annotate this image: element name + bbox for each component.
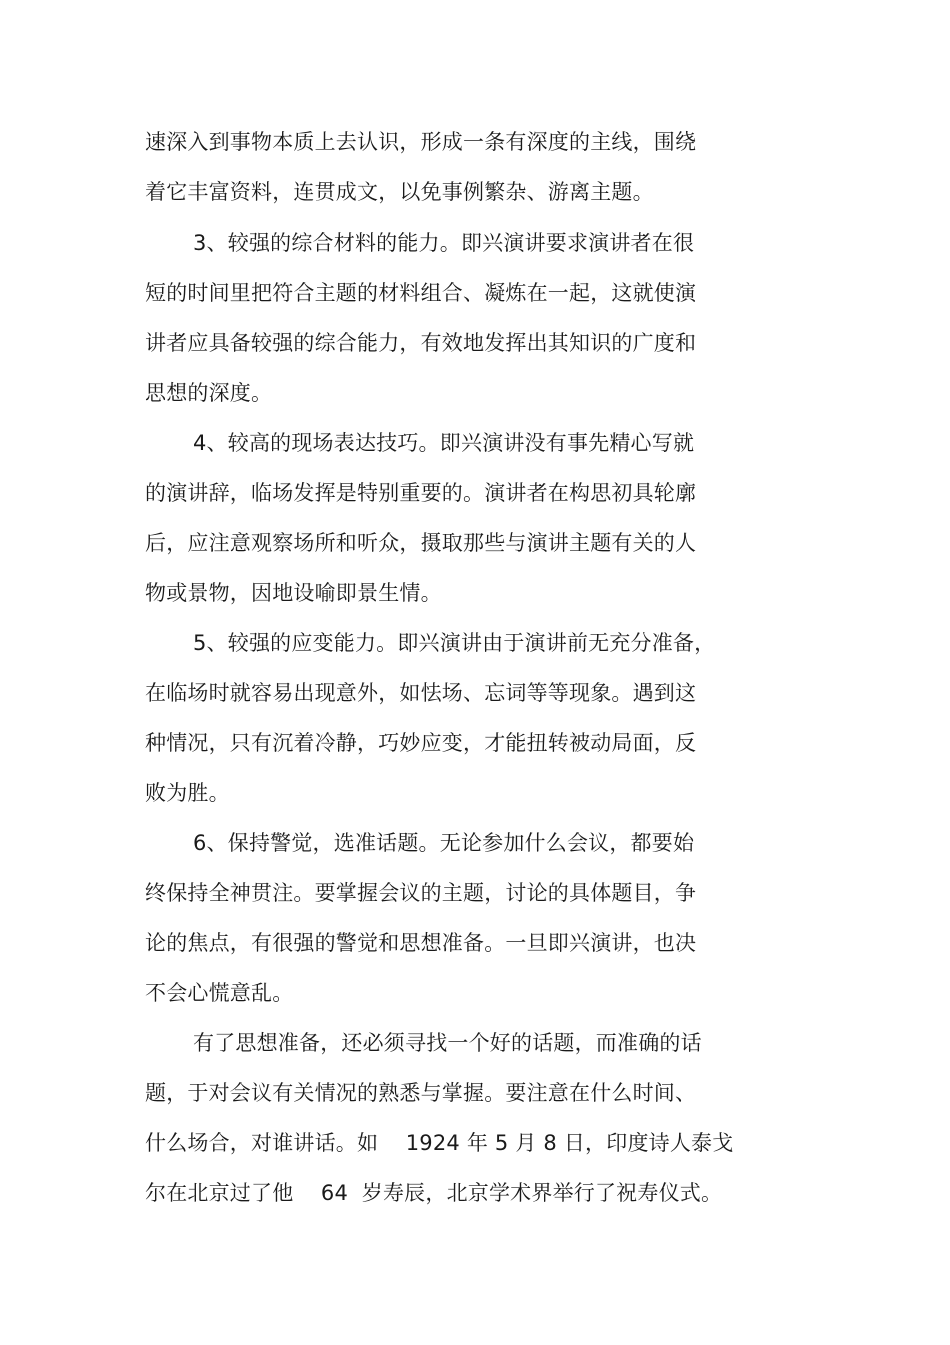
text-line: 论的焦点，有很强的警觉和思想准备。一旦即兴演讲，也决 — [145, 931, 697, 955]
text-line: 着它丰富资料，连贯成文，以免事例繁杂、游离主题。 — [145, 180, 654, 204]
text-line: 种情况，只有沉着冷静，巧妙应变，才能扭转被动局面，反 — [145, 731, 697, 755]
text-line: 短的时间里把符合主题的材料组合、凝炼在一起，这就使演 — [145, 281, 697, 305]
paragraph-start-line: 5、较强的应变能力。即兴演讲由于演讲前无充分准备， — [193, 631, 716, 655]
text-line: 讲者应具备较强的综合能力，有效地发挥出其知识的广度和 — [145, 331, 697, 355]
text-line: 在临场时就容易出现意外，如怯场、忘词等等现象。遇到这 — [145, 681, 697, 705]
text-line: 不会心慌意乱。 — [145, 981, 294, 1005]
paragraph-start-line: 4、较高的现场表达技巧。即兴演讲没有事先精心写就 — [193, 431, 695, 455]
text-line: 物或景物，因地设喻即景生情。 — [145, 581, 442, 605]
text-line: 思想的深度。 — [145, 381, 273, 405]
text-line: 尔在北京过了他 64 岁寿辰，北京学术界举行了祝寿仪式。 — [145, 1181, 723, 1205]
text-line: 后，应注意观察场所和听众，摄取那些与演讲主题有关的人 — [145, 531, 697, 555]
text-line: 什么场合，对谁讲话。如 1924 年 5 月 8 日，印度诗人泰戈 — [145, 1131, 734, 1155]
paragraph-start-line: 6、保持警觉，选准话题。无论参加什么会议，都要始 — [193, 831, 695, 855]
paragraph-start-line: 有了思想准备，还必须寻找一个好的话题，而准确的话 — [193, 1031, 702, 1055]
text-line: 题，于对会议有关情况的熟悉与掌握。要注意在什么时间、 — [145, 1081, 697, 1105]
text-line: 的演讲辞，临场发挥是特别重要的。演讲者在构思初具轮廓 — [145, 481, 697, 505]
text-line: 败为胜。 — [145, 781, 230, 805]
text-line: 终保持全神贯注。要掌握会议的主题，讨论的具体题目，争 — [145, 881, 697, 905]
text-line: 速深入到事物本质上去认识，形成一条有深度的主线，围绕 — [145, 130, 697, 154]
paragraph-start-line: 3、较强的综合材料的能力。即兴演讲要求演讲者在很 — [193, 231, 695, 255]
